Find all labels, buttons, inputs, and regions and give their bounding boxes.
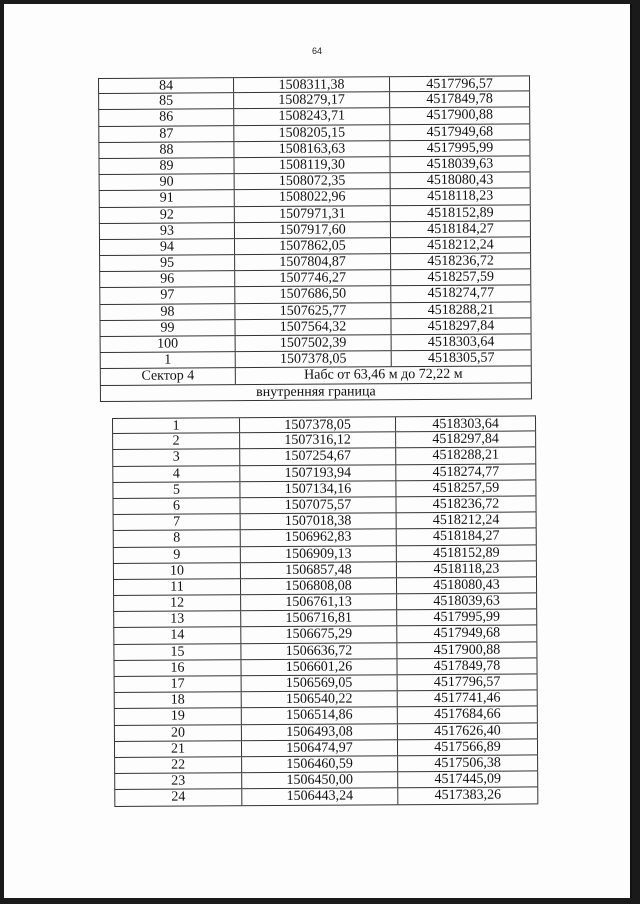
point-number: 14 [113,628,241,644]
point-number: 100 [100,336,236,352]
y-coordinate: 4517849,78 [397,658,537,674]
x-coordinate: 1506569,05 [242,675,398,691]
point-number: 85 [98,93,234,109]
y-coordinate: 4517383,26 [398,788,538,804]
point-number: 16 [113,660,241,676]
x-coordinate: 1507746,27 [235,270,391,286]
x-coordinate: 1506962,83 [241,530,397,546]
y-coordinate: 4517900,88 [397,642,537,658]
x-coordinate: 1508205,15 [234,125,390,141]
y-coordinate: 4518288,21 [391,302,531,318]
point-number: 88 [98,142,234,158]
point-number: 8 [113,531,241,547]
y-coordinate: 4517796,57 [390,76,530,91]
y-coordinate: 4518297,84 [391,318,531,334]
point-number: 11 [113,579,241,595]
x-coordinate: 1506716,81 [241,611,397,627]
point-number: 12 [113,595,241,611]
y-coordinate: 4517995,99 [397,610,537,626]
y-coordinate: 4517849,78 [390,92,530,108]
x-coordinate: 1507316,12 [240,432,396,448]
inner-boundary-title-row [100,383,532,402]
x-coordinate: 1507862,05 [235,238,391,254]
x-coordinate: 1508022,96 [235,190,391,206]
x-coordinate: 1506474,97 [242,740,398,756]
sector-label: Сектор 4 [100,369,236,385]
x-coordinate: 1506460,59 [242,756,398,772]
x-coordinate: 1507134,16 [240,481,396,497]
x-coordinate: 1507625,77 [235,303,391,319]
point-number: 91 [99,190,235,206]
x-coordinate: 1506540,22 [242,691,398,707]
y-coordinate: 4518039,63 [397,593,537,609]
x-coordinate: 1508279,17 [234,92,390,108]
y-coordinate: 4517506,38 [398,755,538,771]
point-number: 3 [112,450,240,466]
point-number: 97 [99,288,235,304]
point-number: 84 [98,78,234,93]
y-coordinate: 4518184,27 [391,221,531,237]
table-row [114,788,538,807]
y-coordinate: 4517445,09 [398,772,538,788]
x-coordinate: 1506761,13 [241,594,397,610]
coordinates-table-inner [112,415,538,806]
x-coordinate: 1506450,00 [242,772,398,788]
point-number: 99 [99,320,235,336]
point-number: 86 [98,110,234,126]
point-number: 18 [114,692,242,708]
point-number: 87 [98,126,234,142]
point-number: 4 [112,466,240,482]
point-number: 95 [99,255,235,271]
y-coordinate: 4518152,89 [397,545,537,561]
y-coordinate: 4518118,23 [391,189,531,205]
y-coordinate: 4518080,43 [391,172,531,188]
point-number: 89 [98,158,234,174]
x-coordinate: 1507378,05 [240,417,396,432]
x-coordinate: 1508072,35 [235,173,391,189]
x-coordinate: 1506493,08 [242,724,398,740]
x-coordinate: 1507917,60 [235,222,391,238]
x-coordinate: 1507971,31 [235,206,391,222]
point-number: 94 [99,239,235,255]
y-coordinate: 4517626,40 [398,723,538,739]
point-number: 7 [113,514,241,530]
y-coordinate: 4517566,89 [398,739,538,755]
point-number: 6 [112,498,240,514]
x-coordinate: 1507378,05 [236,351,392,367]
x-coordinate: 1508243,71 [234,109,390,125]
x-coordinate: 1507804,87 [235,254,391,270]
y-coordinate: 4518236,72 [391,253,531,269]
y-coordinate: 4517741,46 [398,691,538,707]
x-coordinate: 1508311,38 [234,77,390,92]
point-number: 17 [114,676,242,692]
y-coordinate: 4518257,59 [391,270,531,286]
x-coordinate: 1508163,63 [234,141,390,157]
point-number: 13 [113,611,241,627]
x-coordinate: 1506443,24 [242,789,398,805]
sector-range: Набс от 63,46 м до 72,22 м [236,367,532,384]
point-number: 19 [114,709,242,725]
x-coordinate: 1506601,26 [241,659,397,675]
point-number: 22 [114,757,242,773]
y-coordinate: 4518184,27 [397,529,537,545]
point-number: 9 [113,547,241,563]
point-number: 2 [112,433,240,449]
x-coordinate: 1506514,86 [242,708,398,724]
x-coordinate: 1507193,94 [240,465,396,481]
point-number: 96 [99,271,235,287]
y-coordinate: 4517949,68 [390,124,530,140]
point-number: 23 [114,773,242,789]
point-number: 21 [114,741,242,757]
y-coordinate: 4518303,64 [392,334,532,350]
y-coordinate: 4518274,77 [391,286,531,302]
point-number: 98 [99,304,235,320]
coordinates-table-outer [98,75,532,401]
point-number: 20 [114,725,242,741]
x-coordinate: 1508119,30 [234,157,390,173]
x-coordinate: 1506636,72 [241,643,397,659]
inner-boundary-title: внутренняя граница [100,383,532,401]
y-coordinate: 4518212,24 [397,513,537,529]
x-coordinate: 1506909,13 [241,546,397,562]
point-number: 24 [114,790,242,806]
x-coordinate: 1507075,57 [240,497,396,513]
y-coordinate: 4517995,99 [390,140,530,156]
y-coordinate: 4518288,21 [396,448,536,464]
x-coordinate: 1507686,50 [235,287,391,303]
y-coordinate: 4518305,57 [392,351,532,367]
y-coordinate: 4518080,43 [397,577,537,593]
y-coordinate: 4518274,77 [396,464,536,480]
y-coordinate: 4518297,84 [396,432,536,448]
point-number: 93 [99,223,235,239]
y-coordinate: 4518257,59 [396,480,536,496]
point-number: 15 [113,644,241,660]
document-page [4,4,632,898]
point-number: 1 [100,352,236,368]
x-coordinate: 1506675,29 [241,627,397,643]
y-coordinate: 4518118,23 [397,561,537,577]
point-number: 1 [112,418,240,433]
y-coordinate: 4517796,57 [398,674,538,690]
x-coordinate: 1507564,32 [235,319,391,335]
x-coordinate: 1507018,38 [241,513,397,529]
point-number: 92 [99,207,235,223]
x-coordinate: 1506808,08 [241,578,397,594]
point-number: 90 [99,174,235,190]
y-coordinate: 4517684,66 [398,707,538,723]
point-number: 5 [112,482,240,498]
y-coordinate: 4518236,72 [396,496,536,512]
y-coordinate: 4517949,68 [397,626,537,642]
y-coordinate: 4518212,24 [391,237,531,253]
y-coordinate: 4518039,63 [390,156,530,172]
y-coordinate: 4518303,64 [396,416,536,431]
y-coordinate: 4518152,89 [391,205,531,221]
x-coordinate: 1507502,39 [236,335,392,351]
y-coordinate: 4517900,88 [390,108,530,124]
page-number: 64 [311,46,322,56]
x-coordinate: 1506857,48 [241,562,397,578]
x-coordinate: 1507254,67 [240,449,396,465]
point-number: 10 [113,563,241,579]
